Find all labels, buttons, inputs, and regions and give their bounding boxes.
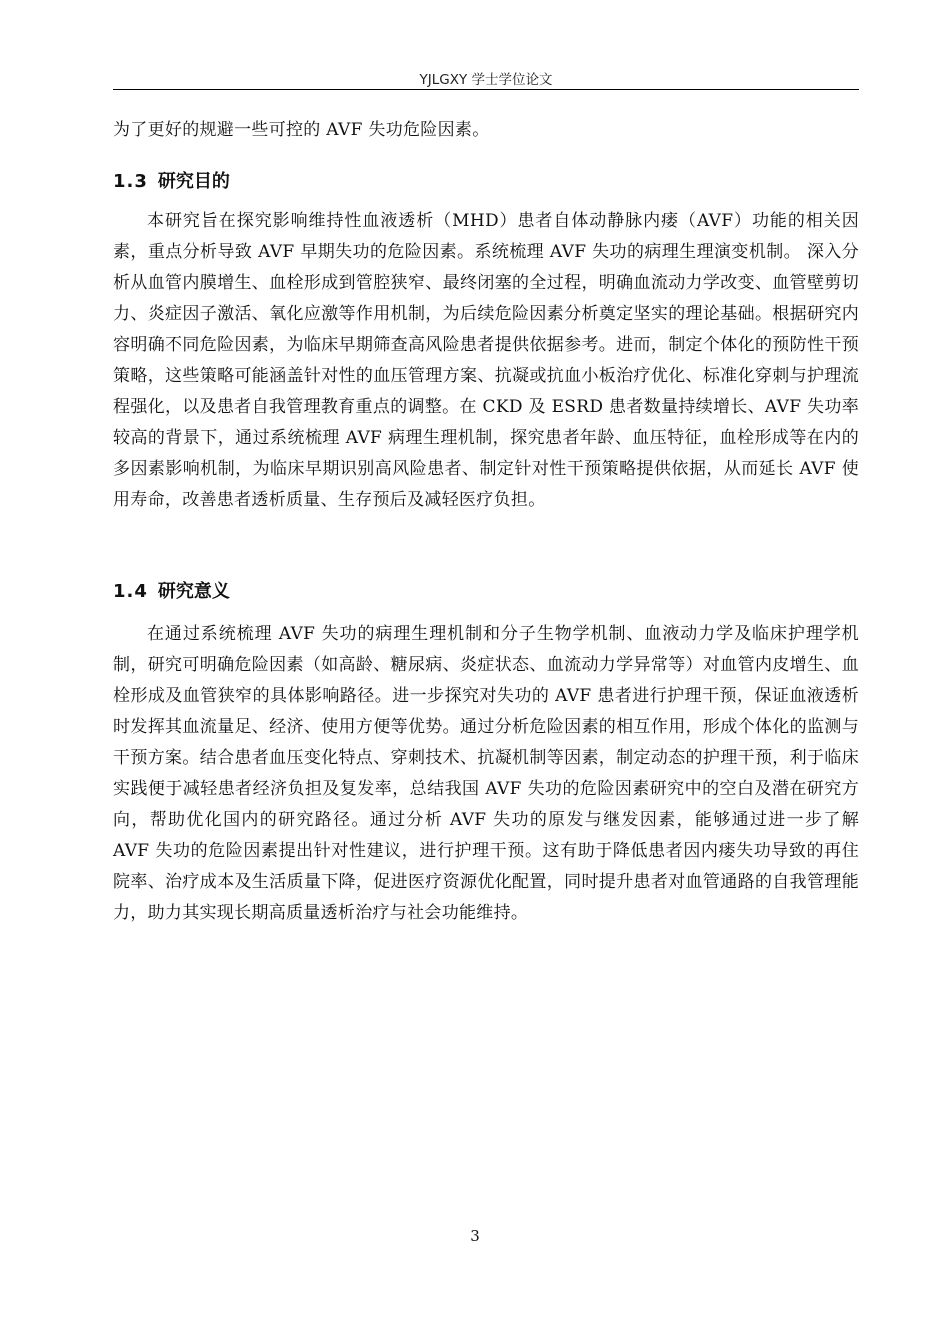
page-number: 3 bbox=[470, 1227, 480, 1245]
section-number: 1.4 bbox=[113, 581, 148, 602]
section-heading-1-3 bbox=[113, 169, 230, 195]
section-title: 研究目的 bbox=[157, 171, 230, 192]
section-title: 研究意义 bbox=[157, 581, 230, 602]
section-body-1-3: 本研究旨在探究影响维持性血液透析（MHD）患者自体动静脉内瘘（AVF）功能的相关因素，重点分析导致 AVF 早期失功的危险因素。系统梳理 AVF 失功的病理生理演变机制。 深入分析从血管内膜增生、血栓形成到管腔狭窄、最终闭塞的全过程，明确血流动力学改变、血管壁剪切力、炎症因子激活、氧化应激等作用机制，为后续危险因素分析奠定坚实的理论基础。根据研究内容明确不同危险因素，为临床早期筛查高风险患者提供依据参考。进而，制定个体化的预防性干预策略，这些策略可能涵盖针对性的血压管理方案、抗凝或抗血小板治疗优化、标准化穿刺与护理流程强化，以及患者自我管理教育重点的调整。在 CKD 及 ESRD 患者数量持续增长、AVF 失功率较高的背景下，通过系统梳理 AVF 病理生理机制，探究患者年龄、血压特征，血栓形成等在内的多因素影响机制，为临床早期识别高风险患者、制定针对性干预策略提供依据，从而延长 AVF 使用寿命，改善患者透析质量、生存预后及减轻医疗负担。 bbox=[113, 211, 859, 510]
section-number: 1.3 bbox=[113, 171, 148, 192]
section-body-1-4: 在通过系统梳理 AVF 失功的病理生理机制和分子生物学机制、血液动力学及临床护理学机制，研究可明确危险因素（如高龄、糖尿病、炎症状态、血流动力学异常等）对血管内皮增生、血栓形成及血管狭窄的具体影响路径。进一步探究对失功的 AVF 患者进行护理干预，保证血液透析时发挥其血流量足、经济、使用方便等优势。通过分析危险因素的相互作用，形成个体化的监测与干预方案。结合患者血压变化特点、穿刺技术、抗凝机制等因素，制定动态的护理干预，利于临床实践便于减轻患者经济负担及复发率，总结我国 AVF 失功的危险因素研究中的空白及潜在研究方向，帮助优化国内的研究路径。通过分析 AVF 失功的原发与继发因素，能够通过进一步了解 AVF 失功的危险因素提出针对性建议，进行护理干预。这有助于降低患者因内瘘失功导致的再住院率、治疗成本及生活质量下降，促进医疗资源优化配置，同时提升患者对血管通路的自我管理能力，助力其实现长期高质量透析治疗与社会功能维持。 bbox=[113, 624, 859, 923]
intro-line: 为了更好的规避一些可控的 AVF 失功危险因素。 bbox=[113, 120, 490, 140]
running-header: YJLGXY 学士学位论文 bbox=[419, 72, 553, 88]
header-rule bbox=[113, 89, 859, 90]
section-heading-1-4 bbox=[113, 579, 230, 605]
